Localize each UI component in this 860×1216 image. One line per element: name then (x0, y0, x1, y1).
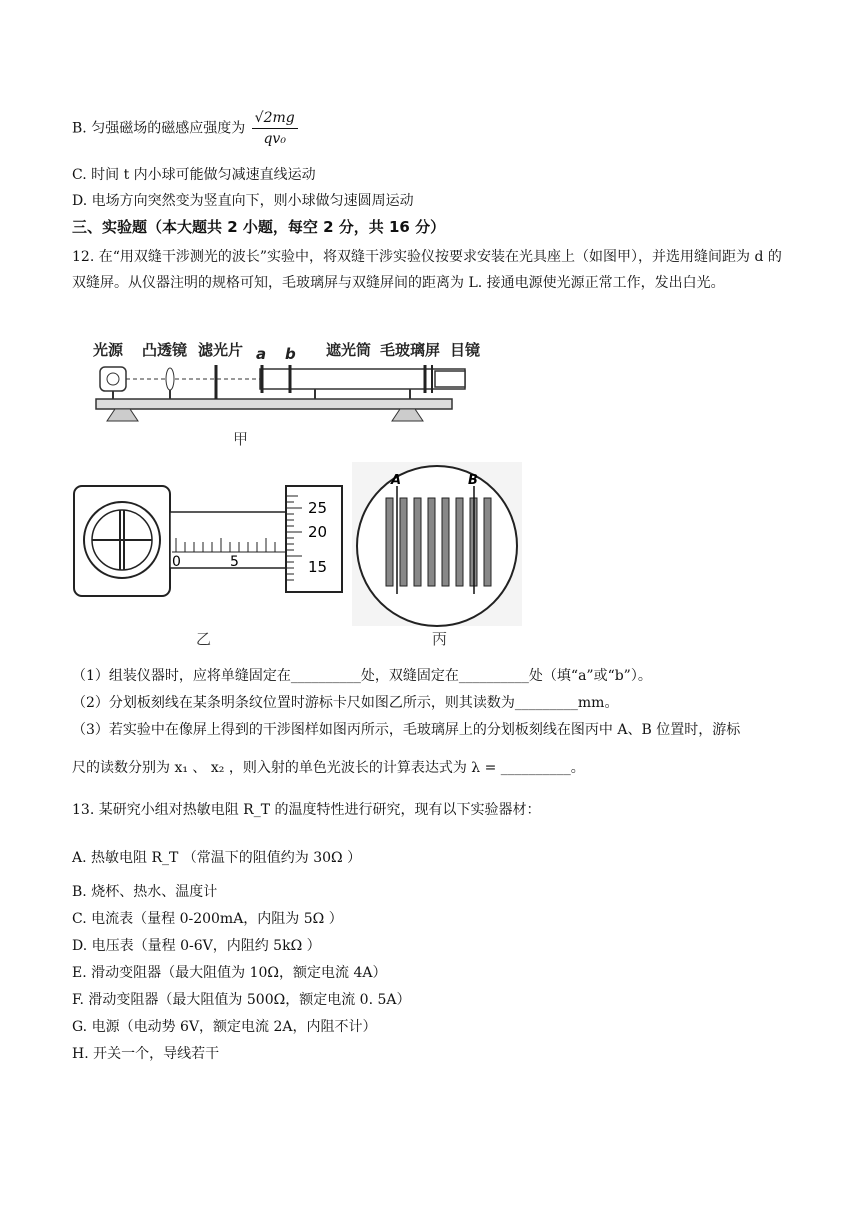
figure-yi (72, 482, 347, 600)
field-of-view (357, 466, 517, 626)
label-hood: 遮光筒 (326, 341, 372, 359)
convex-lens-icon (166, 368, 174, 390)
caption-jia: 甲 (233, 430, 249, 448)
option-b-fraction (252, 108, 298, 149)
q13-item-e: E. 滑动变阻器（最大阻值为 10Ω，额定电流 4A） (72, 965, 387, 981)
q13-item-c: C. 电流表（量程 0-200mA，内阻为 5Ω ） (72, 911, 343, 927)
q12-sub1: （1）组装仪器时，应将单缝固定在__________处，双缝固定在__________处（填“a”或“b”）。 (72, 668, 652, 684)
option-d: D. 电场方向突然变为竖直向下，则小球做匀速圆周运动 (72, 193, 414, 209)
bench-foot-right (392, 409, 423, 421)
q13-item-g: G. 电源（电动势 6V，额定电流 2A，内阻不计） (72, 1019, 377, 1035)
main-tick-5: 5 (230, 554, 239, 570)
label-light-source: 光源 (93, 341, 124, 359)
vernier-tick-25: 25 (308, 499, 328, 517)
caption-yi: 乙 (196, 630, 212, 648)
bulb-icon (107, 373, 119, 385)
q12-sub2: （2）分划板刻线在某条明条纹位置时游标卡尺如图乙所示，则其读数为_________mm。 (72, 695, 619, 711)
label-eyepiece: 目镜 (450, 341, 481, 359)
vernier-tick-15: 15 (308, 558, 328, 576)
q13-item-d: D. 电压表（量程 0-6V，内阻约 5kΩ ） (72, 938, 321, 954)
q13-item-h: H. 开关一个，导线若干 (72, 1046, 220, 1062)
label-filter: 滤光片 (198, 341, 244, 359)
optical-bench (96, 399, 452, 409)
q12-stem: 12. 在“用双缝干涉测光的波长”实验中，将双缝干涉实验仪按要求安装在光具座上（如图甲），并选用缝间距为 d 的双缝屏。从仪器注明的规格可知，毛玻璃屏与双缝屏间的距离为 L. 接通电源使光源正常工作，发出白光。 (72, 249, 782, 291)
mark-a: A (391, 473, 402, 488)
option-b (72, 108, 298, 149)
label-screen: 毛玻璃屏 (380, 341, 441, 359)
q13-item-b: B. 烧杯、热水、温度计 (72, 884, 218, 900)
main-scale (170, 512, 288, 568)
eyepiece-icon (435, 371, 465, 387)
q13-stem: 13. 某研究小组对热敏电阻 R_T 的温度特性进行研究，现有以下实验器材： (72, 802, 541, 818)
option-b-text: B. 匀强磁场的磁感应强度为 (72, 120, 246, 137)
q12-sub3a: （3）若实验中在像屏上得到的干涉图样如图丙所示，毛玻璃屏上的分划板刻线在图丙中 A、B 位置时，游标 (72, 722, 741, 738)
vernier-tick-20: 20 (308, 523, 328, 541)
figure-bing (350, 460, 525, 630)
q13-item-a: A. 热敏电阻 R_T （常温下的阻值约为 30Ω ） (72, 850, 362, 866)
mark-b: B (468, 473, 478, 488)
q13-item-f: F. 滑动变阻器（最大阻值为 500Ω，额定电流 0. 5A） (72, 992, 411, 1008)
bench-foot-left (107, 409, 138, 421)
label-convex-lens: 凸透镜 (142, 341, 188, 359)
fraction-denominator: qv₀ (263, 131, 286, 147)
label-b: b (285, 345, 296, 363)
figure-jia (90, 335, 510, 455)
q12-sub3b: 尺的读数分别为 x₁ 、 x₂ ，则入射的单色光波长的计算表达式为 λ = __________。 (72, 760, 585, 776)
section-title: 三、实验题（本大题共 2 小题，每空 2 分，共 16 分） (72, 218, 446, 236)
label-a: a (256, 345, 267, 363)
main-tick-0: 0 (172, 554, 181, 570)
option-c: C. 时间 t 内小球可能做匀减速直线运动 (72, 167, 316, 183)
fraction-numerator: √2mg (252, 108, 298, 129)
caption-bing: 丙 (432, 630, 448, 648)
